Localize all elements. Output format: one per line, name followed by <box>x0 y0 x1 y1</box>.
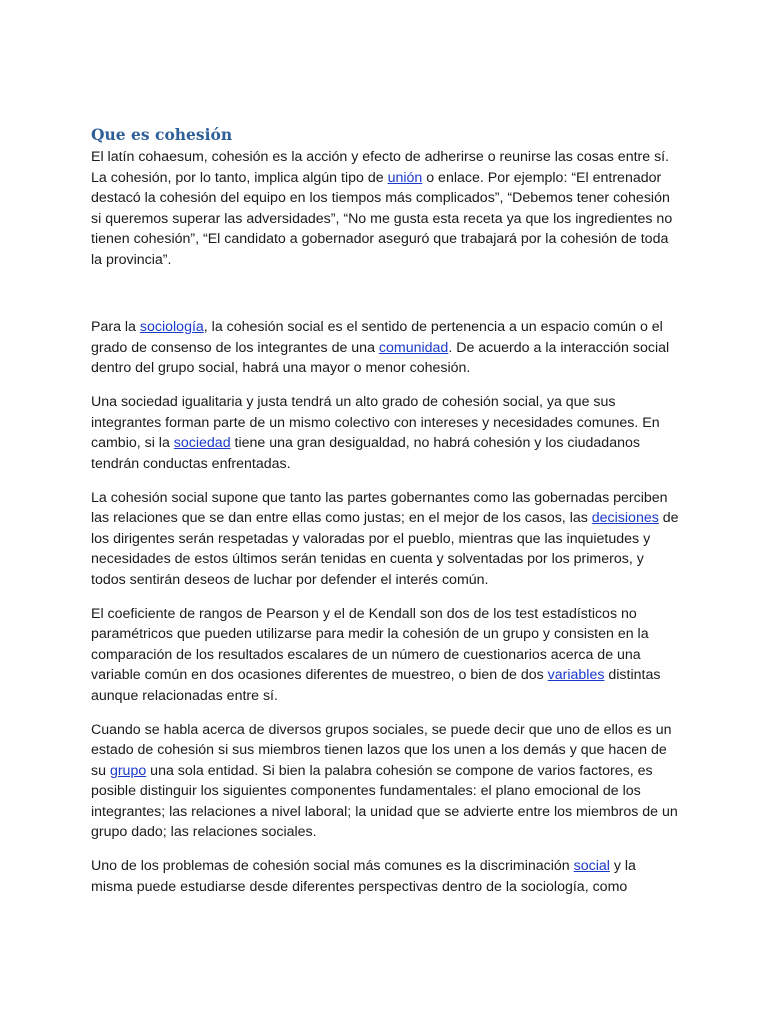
link-sociologia[interactable]: sociología <box>139 319 204 335</box>
paragraph-text: distintas aunque relacionadas entre sí. <box>91 667 661 704</box>
paragraph-text: La cohesión social supone que tanto las partes gobernantes como las gobernadas perciben las relaciones que se dan entre ellas como justas; en el mejor de los casos, las <box>91 489 668 526</box>
link-social[interactable]: social <box>573 858 610 874</box>
paragraph-text: Uno de los problemas de cohesión social más comunes es la discriminación <box>91 858 574 874</box>
paragraph-text: o enlace. Por ejemplo: “El entrenador destacó la cohesión del equipo en los tiempos más complicados”, “Debemos tener cohesión si queremos superar las adversidades”, “No me gusta esta receta ya que los ingredientes no tienen cohesión”, “El candidato a gobernador aseguró que trabajará por la cohesión de toda la provincia”. <box>91 169 673 268</box>
link-decisiones[interactable]: decisiones <box>591 510 659 526</box>
paragraph-text: de los dirigentes serán respetadas y valoradas por el pueblo, mientras que las inquietudes y necesidades de estos últimos serán tenidas en cuenta y solventadas por los primeros, y todos sentirán deseos de luchar por defender el interés común. <box>91 510 679 588</box>
link-grupo[interactable]: grupo <box>109 762 147 779</box>
paragraph-discrimination <box>91 856 681 897</box>
paragraph-text: Una sociedad igualitaria y justa tendrá un alto grado de cohesión social, ya que sus integrantes forman parte de un mismo colectivo con intereses y necesidades comunes. En cambio, si la <box>91 394 660 451</box>
paragraph-text: una sola entidad. Si bien la palabra cohesión se compone de varios factores, es posible distinguir los siguientes componentes fundamentales: el plano emocional de los integrantes; las relaciones a nivel laboral; la unidad que se advierte entre los miembros de un grupo dado; las relaciones sociales. <box>91 762 678 840</box>
paragraph-definition <box>91 147 681 270</box>
paragraph-sociology <box>91 317 681 379</box>
paragraph-statistics <box>91 604 681 707</box>
paragraph-text: . De acuerdo a la interacción social dentro del grupo social, habrá una mayor o menor cohesión. <box>91 339 670 376</box>
paragraph-text: Cuando se habla acerca de diversos grupos sociales, se puede decir que uno de ellos es un estado de cohesión si sus miembros tienen lazos que los unen a los demás y que hacen de su <box>91 721 672 779</box>
page-title: Que es cohesión <box>91 125 233 144</box>
paragraph-equality <box>91 392 681 474</box>
link-sociedad[interactable]: sociedad <box>173 435 231 451</box>
paragraph-text: , la cohesión social es el sentido de pertenencia a un espacio común o el grado de consenso de los integrantes de una <box>91 319 663 356</box>
paragraph-social-groups <box>91 720 681 843</box>
paragraph-governance <box>91 488 681 591</box>
link-union[interactable]: unión <box>387 169 423 186</box>
document-page <box>91 124 681 897</box>
paragraph-text: El coeficiente de rangos de Pearson y el de Kendall son dos de los test estadísticos no paramétricos que pueden utilizarse para medir la cohesión de un grupo y consisten en la comparación de los resultados escalares de un número de cuestionarios acerca de una variable común en dos ocasiones diferentes de muestreo, o bien de dos <box>91 605 649 683</box>
paragraph-text: El latín cohaesum, cohesión es la acción y efecto de adherirse o reunirse las cosas entre sí. La cohesión, por lo tanto, implica algún tipo de <box>91 149 670 186</box>
paragraph-text: Para la <box>91 319 140 335</box>
paragraph-text: tiene una gran desigualdad, no habrá cohesión y los ciudadanos tendrán conductas enfrentadas. <box>91 435 640 472</box>
paragraph-text: y la misma puede estudiarse desde diferentes perspectivas dentro de la sociología, como <box>91 858 636 895</box>
link-variables[interactable]: variables <box>547 667 605 683</box>
link-comunidad[interactable]: comunidad <box>378 339 449 356</box>
